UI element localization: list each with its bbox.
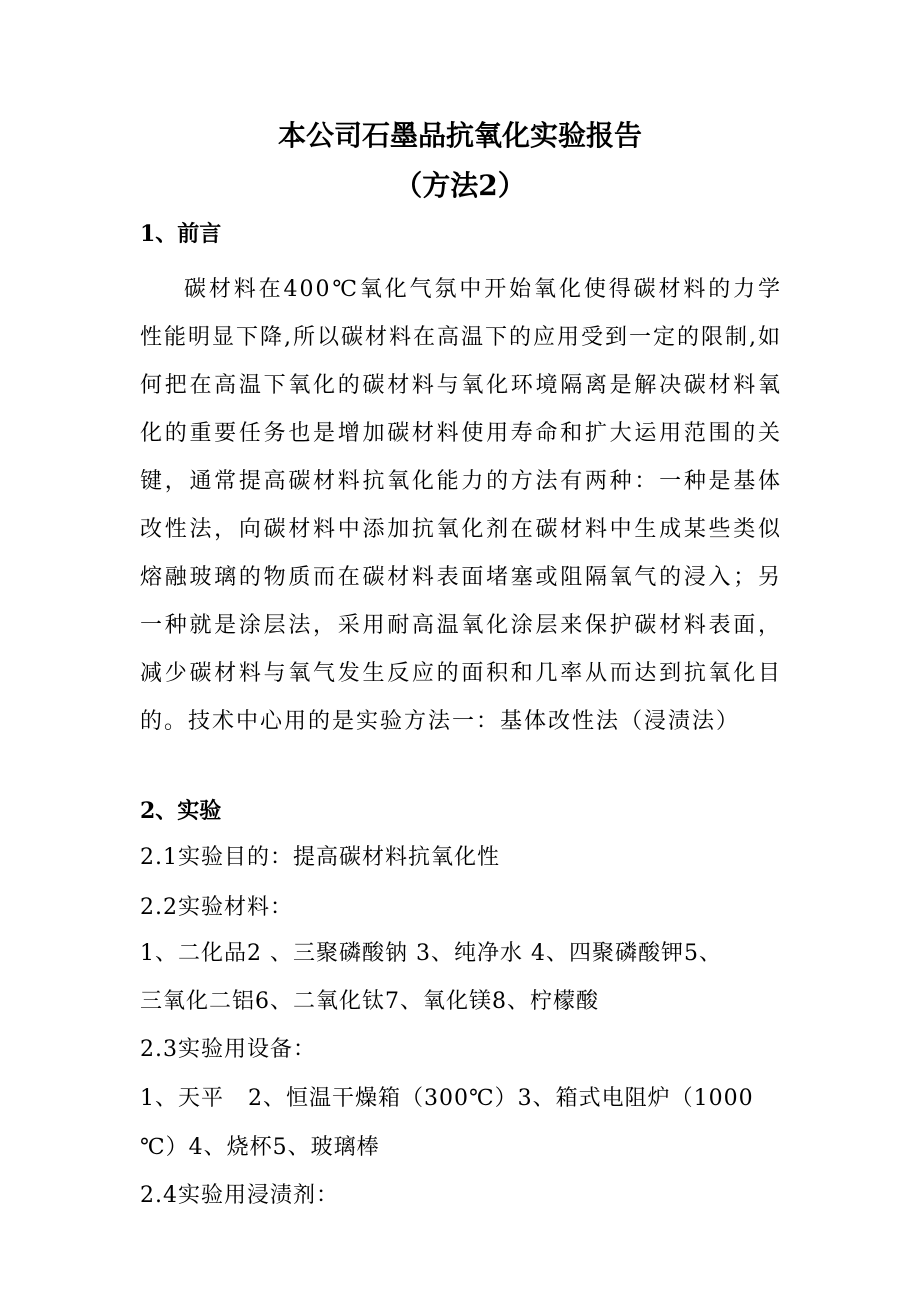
materials-list-line-1: 1、二化品2 、三聚磷酸钠 3、纯净水 4、四聚磷酸钾5、	[140, 941, 722, 966]
section-heading-experiment: 2、实验	[140, 798, 222, 824]
preface-paragraph: 碳材料在400℃氧化气氛中开始氧化使得碳材料的力学性能明显下降,所以碳材料在高温下的应用受到一定的限制,如何把在高温下氧化的碳材料与氧化环境隔离是解决碳材料氧化的重要任务也是增加碳材料使用寿命和扩大运用范围的关键，通常提高碳材料抗氧化能力的方法有两种：一种是基体改性法，向碳材料中添加抗氧化剂在碳材料中生成某些类似熔融玻璃的物质而在碳材料表面堵塞或阻隔氧气的浸入；另一种就是涂层法，采用耐高温氧化涂层来保护碳材料表面，减少碳材料与氧气发生反应的面积和几率从而达到抗氧化目的。技术中心用的是实验方法一：基体改性法（浸渍法）	[140, 277, 782, 734]
impregnant-heading: 2.4实验用浸渍剂：	[140, 1183, 339, 1208]
materials-heading: 2.2实验材料：	[140, 895, 293, 920]
equipment-list-line-1: 1、天平 2、恒温干燥箱（300℃）3、箱式电阻炉（1000	[140, 1086, 754, 1111]
materials-list-line-2: 三氧化二铝6、二氧化钛7、氧化镁8、柠檬酸	[140, 989, 599, 1014]
document-title: 本公司石墨品抗氧化实验报告	[277, 119, 642, 152]
experiment-purpose: 2.1实验目的：提高碳材料抗氧化性	[140, 845, 500, 870]
document-subtitle: （方法2）	[394, 169, 526, 202]
equipment-list-line-2: ℃）4、烧杯5、玻璃棒	[140, 1135, 380, 1160]
equipment-heading: 2.3实验用设备：	[140, 1037, 316, 1062]
section-heading-preface: 1、前言	[140, 221, 222, 247]
